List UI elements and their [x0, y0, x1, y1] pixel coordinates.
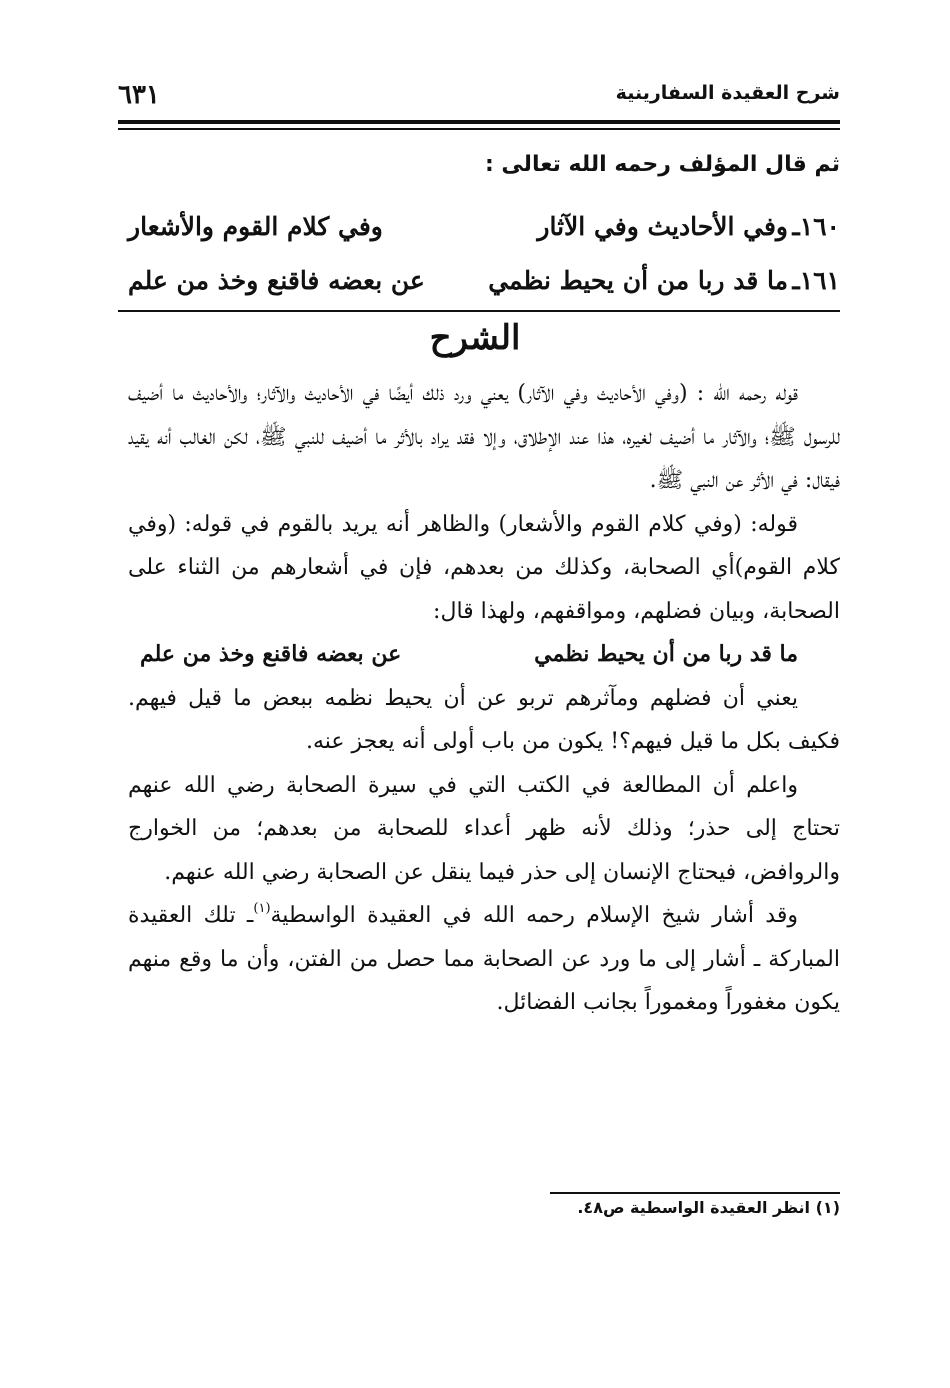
header-title: شرح العقيدة السفارينية: [615, 82, 840, 104]
header-rule-thin: [118, 128, 840, 130]
quoted-verse-second: عن بعضه فاقنع وخذ من علم: [140, 641, 402, 667]
page-number: ٦٣١: [118, 80, 160, 110]
verses-divider: [118, 310, 840, 312]
paragraph-text: وقد أشار شيخ الإسلام رحمه الله في العقيدة الواسطية: [270, 903, 798, 928]
section-heading: الشرح: [429, 318, 521, 358]
verse-160: [128, 212, 840, 252]
verse-first-hemistich: ما قد ربا من أن يحيط نظمي: [488, 266, 788, 295]
paragraph-text: ـ تلك العقيدة المباركة ـ أشار إلى ما ورد عن الصحابة مما حصل من الفتن، وأن ما وقع منهم يكون مغفوراً ومغموراً بجانب الفضائل.: [128, 903, 840, 1015]
footnote: (١) انظر العقيدة الواسطية ص٤٨.: [577, 1198, 840, 1217]
intro-line: ثم قال المؤلف رحمه الله تعالى :: [484, 152, 840, 177]
commentary-body: [128, 372, 840, 1025]
paragraph: قوله: (وفي كلام القوم والأشعار) والظاهر أنه يريد بالقوم في قوله: (وفي كلام القوم)أي الصحابة، وكذلك من بعدهم، فإن في أشعارهم من الثناء على الصحابة، وبيان فضلهم، ومواقفهم، ولهذا قال:: [128, 511, 840, 624]
paragraph: [128, 894, 840, 1025]
footnote-reference[interactable]: (١): [253, 901, 271, 916]
verse-second-hemistich: وفي كلام القوم والأشعار: [128, 212, 383, 241]
quoted-verse: [140, 633, 798, 677]
paragraph: واعلم أن المطالعة في الكتب التي في سيرة الصحابة رضي الله عنهم تحتاج إلى حذر؛ وذلك لأنه ظهر أعداء للصحابة من بعدهم؛ من الخوارج والروافض، فيحتاج الإنسان إلى حذر فيما ينقل عن الصحابة رضي الله عنهم.: [128, 772, 840, 885]
verse-number: ١٦١ـ: [792, 266, 840, 295]
footnote-rule: [550, 1192, 840, 1194]
paragraph: يعني أن فضلهم ومآثرهم تربو عن أن يحيط نظمه ببعض ما قيل فيهم. فكيف بكل ما قيل فيهم؟! يكون من باب أولى أنه يعجز عنه.: [128, 685, 840, 754]
running-header: [118, 80, 840, 116]
verse-number: ١٦٠ـ: [792, 212, 840, 241]
verse-161: [128, 266, 840, 306]
verse-first-hemistich: وفي الأحاديث وفي الآثار: [537, 212, 788, 241]
verse-second-hemistich: عن بعضه فاقنع وخذ من علم: [128, 266, 425, 295]
header-rule-thick: [118, 120, 840, 124]
paragraph: قوله رحمه الله : (وفي الأحاديث وفي الآثار) يعني ورد ذلك أيضًا في الأحاديث والآثار؛ والأحاديث ما أضيف للرسول ﷺ؛ والآثار ما أضيف لغيره، هذا عند الإطلاق، وإلا فقد يراد بالأثر ما أضيف للنبي ﷺ، لكن الغالب أنه يقيد فيقال: في الأثر عن النبي ﷺ.: [128, 381, 840, 493]
quoted-verse-first: ما قد ربا من أن يحيط نظمي: [534, 641, 798, 667]
